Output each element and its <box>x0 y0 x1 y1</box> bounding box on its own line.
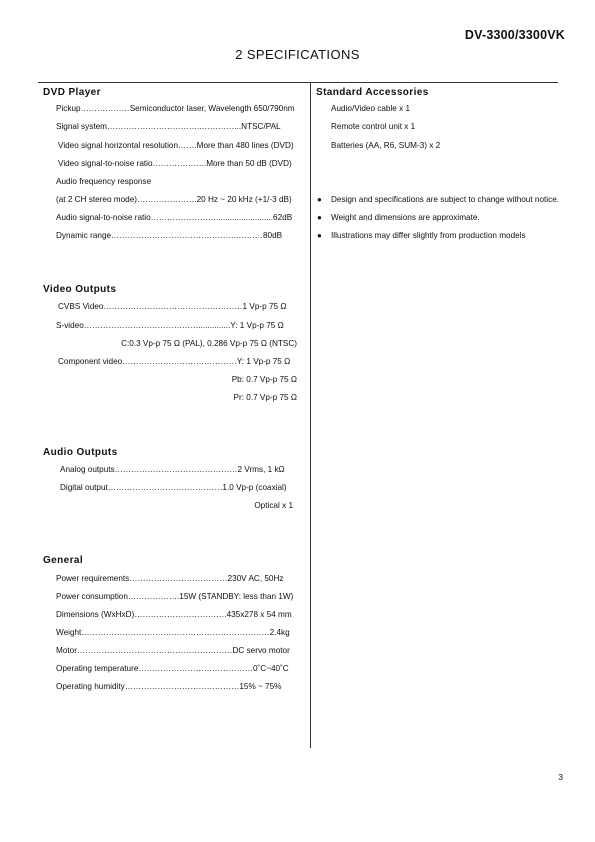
note-text: Weight and dimensions are approximate. <box>331 213 480 222</box>
audio-spec-digital: Digital output……………………………………1.0 Vp-p (coaxial) <box>60 483 287 492</box>
dvd-spec-dynamic-range: Dynamic range………………………………………..………80dB <box>56 231 283 240</box>
horizontal-divider <box>38 82 558 83</box>
note-item <box>317 195 560 205</box>
standard-accessories-heading: Standard Accessories <box>316 87 429 98</box>
vertical-divider <box>310 82 311 748</box>
accessory-item: Batteries (AA, R6, SUM-3) x 2 <box>331 141 441 150</box>
general-spec-dimensions: Dimensions (WxHxD)…………………………….435x278 x 54 mm <box>56 610 292 619</box>
accessory-item: Audio/Video cable x 1 <box>331 104 411 113</box>
bullet-icon: ● <box>317 195 322 204</box>
general-spec-power-requirements: Power requirements………………………………230V AC, 50Hz <box>56 574 284 583</box>
video-spec-svideo-c: C:0.3 Vp-p 75 Ω (PAL), 0.286 Vp-p 75 Ω (NTSC) <box>121 339 297 348</box>
audio-outputs-heading: Audio Outputs <box>43 447 118 458</box>
video-spec-component-pr: Pr: 0.7 Vp-p 75 Ω <box>233 393 297 402</box>
dvd-spec-audio-snr: Audio signal-to-noise ratio…………………….........................62dB <box>56 213 293 222</box>
general-spec-weight: Weight……………………………………………………………2.4kg <box>56 628 290 637</box>
dvd-spec-audio-frequency-value: (at 2 CH stereo mode)………………….20 Hz ~ 20 kHz (+1/-3 dB) <box>56 195 292 204</box>
dvd-spec-signal-system: Signal system……………………………..…………...NTSC/PAL <box>56 122 281 131</box>
bullet-icon: ● <box>317 231 322 240</box>
video-spec-svideo-y: S-video……………………………………..............Y: 1 Vp-p 75 Ω <box>56 321 284 330</box>
video-outputs-heading: Video Outputs <box>43 284 117 295</box>
general-spec-operating-temperature: Operating temperature……………………………………0˚C~40˚C <box>56 664 289 673</box>
model-number: DV-3300/3300VK <box>464 28 565 42</box>
video-spec-component-y: Component video……………………………………Y: 1 Vp-p 75 Ω <box>58 357 291 366</box>
dvd-spec-video-snr: Video signal-to-noise ratio………………..More than 50 dB (DVD) <box>58 159 292 168</box>
page-title: 2 SPECIFICATIONS <box>235 47 360 62</box>
dvd-spec-audio-frequency-label: Audio frequency response <box>56 177 152 186</box>
page-number: 3 <box>558 772 563 782</box>
bullet-icon: ● <box>317 213 322 222</box>
note-item <box>317 231 526 241</box>
note-item <box>317 213 480 223</box>
general-heading: General <box>43 555 84 566</box>
accessory-item: Remote control unit x 1 <box>331 122 416 131</box>
general-spec-motor: Motor…………………………………………………DC servo motor <box>56 646 290 655</box>
video-spec-component-pb: Pb: 0.7 Vp-p 75 Ω <box>231 375 297 384</box>
video-spec-cvbs: CVBS Video……………………………………………1 Vp-p 75 Ω <box>58 302 287 311</box>
dvd-spec-pickup: Pickup………………Semiconductor laser, Wavelength 650/790nm <box>56 104 295 113</box>
audio-spec-optical: Optical x 1 <box>254 501 293 510</box>
dvd-spec-horizontal-resolution: Video signal horizontal resolution…….More than 480 lines (DVD) <box>58 141 294 150</box>
audio-spec-analog: Analog outputs………………………………………2 Vrms, 1 kΩ <box>60 465 285 474</box>
general-spec-operating-humidity: Operating humidity……………………………………15% ~ 75% <box>56 682 282 691</box>
note-text: Illustrations may differ slightly from production models <box>331 231 526 240</box>
note-text: Design and specifications are subject to change without notice. <box>331 195 560 204</box>
general-spec-power-consumption: Power consumption……………….15W (STANDBY: less than 1W) <box>56 592 294 601</box>
dvd-player-heading: DVD Player <box>43 87 101 98</box>
